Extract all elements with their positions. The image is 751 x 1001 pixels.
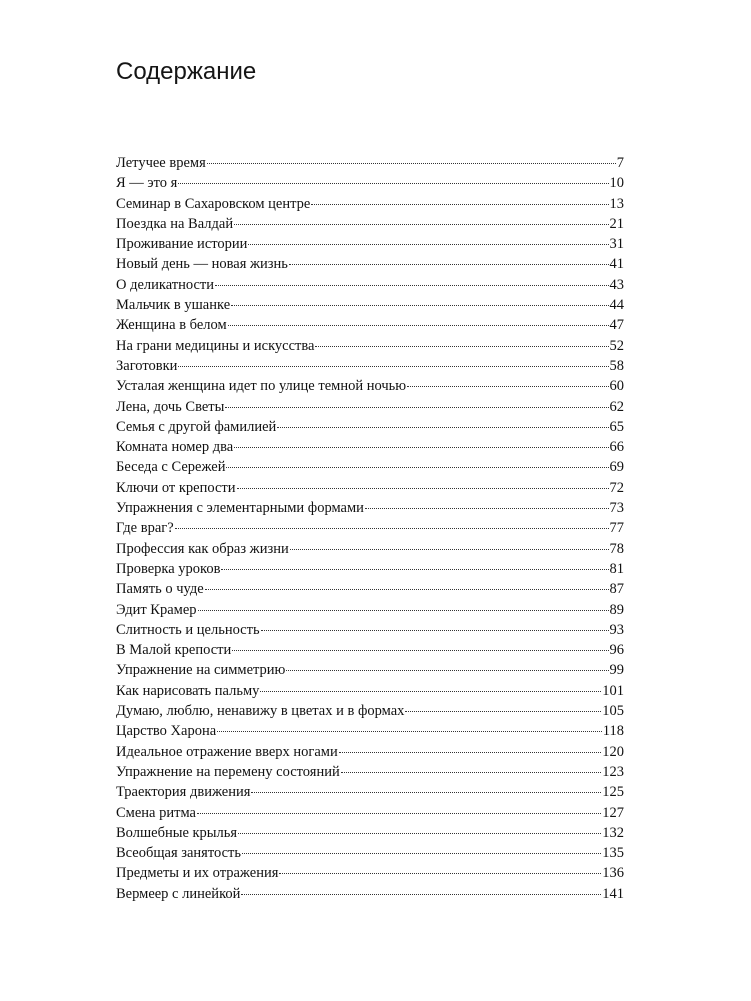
dot-leader: [339, 752, 602, 753]
dot-leader: [226, 467, 608, 468]
toc-entry: [116, 559, 624, 579]
dot-leader: [286, 670, 608, 671]
dot-leader: [217, 731, 602, 732]
dot-leader: [277, 427, 608, 428]
toc-entry-title: Проверка уроков: [116, 560, 221, 577]
toc-entry: [116, 295, 624, 315]
toc-entry-page-number: 141: [602, 885, 624, 902]
toc-entry-page-number: 60: [609, 378, 624, 395]
toc-entry: [116, 153, 624, 173]
toc-entry-page-number: 52: [609, 337, 624, 354]
toc-entry-title: Вермеер с линейкой: [116, 885, 241, 902]
toc-entry: [116, 173, 624, 193]
toc-entry-title: Летучее время: [116, 155, 206, 171]
toc-entry-title: Лена, дочь Светы: [116, 398, 225, 415]
toc-entry-title: О деликатности: [116, 276, 215, 293]
toc-entry: [116, 417, 624, 437]
toc-entry-page-number: 101: [602, 682, 624, 699]
toc-entry: [116, 315, 624, 335]
toc-entry-page-number: 65: [609, 418, 624, 435]
toc-entry-page-number: 81: [609, 560, 624, 577]
toc-entry-page-number: 72: [609, 479, 624, 496]
dot-leader: [178, 366, 608, 367]
toc-entry: [116, 640, 624, 660]
dot-leader: [215, 285, 608, 286]
toc-entry-title: Профессия как образ жизни: [116, 540, 289, 557]
toc-entry: [116, 600, 624, 620]
toc-entry-title: Думаю, люблю, ненавижу в цветах и в формах: [116, 703, 405, 720]
toc-entry-page-number: 99: [609, 662, 624, 679]
toc-entry-page-number: 77: [609, 520, 624, 537]
toc-entry: [116, 397, 624, 417]
toc-entry-page-number: 62: [609, 398, 624, 415]
dot-leader: [407, 386, 608, 387]
table-of-contents: [116, 153, 624, 904]
toc-entry-page-number: 93: [609, 621, 624, 638]
dot-leader: [279, 873, 601, 874]
dot-leader: [260, 691, 601, 692]
dot-leader: [241, 894, 601, 895]
toc-entry-title: Упражнение на симметрию: [116, 662, 286, 679]
toc-entry-page-number: 7: [616, 155, 624, 171]
toc-entry: [116, 823, 624, 843]
dot-leader: [175, 528, 609, 529]
toc-entry-page-number: 41: [609, 256, 624, 273]
dot-leader: [198, 610, 609, 611]
toc-entry: [116, 620, 624, 640]
dot-leader: [261, 630, 609, 631]
toc-entry: [116, 498, 624, 518]
toc-entry-page-number: 127: [602, 804, 624, 821]
toc-entry-title: Память о чуде: [116, 581, 204, 598]
toc-entry-page-number: 136: [602, 865, 624, 882]
toc-entry: [116, 356, 624, 376]
dot-leader: [237, 488, 609, 489]
dot-leader: [251, 792, 601, 793]
toc-entry: [116, 660, 624, 680]
dot-leader: [231, 305, 608, 306]
toc-entry: [116, 539, 624, 559]
toc-entry-title: В Малой крепости: [116, 642, 232, 659]
toc-entry-page-number: 105: [602, 703, 624, 720]
toc-entry-title: Женщина в белом: [116, 317, 227, 334]
toc-entry-page-number: 43: [609, 276, 624, 293]
toc-entry-title: Упражнения с элементарными формами: [116, 500, 364, 517]
toc-entry-page-number: 135: [602, 845, 624, 862]
dot-leader: [221, 569, 608, 570]
toc-entry: [116, 742, 624, 762]
toc-entry: [116, 275, 624, 295]
dot-leader: [207, 163, 616, 164]
toc-entry-page-number: 10: [609, 175, 624, 192]
toc-entry-page-number: 125: [602, 784, 624, 801]
toc-entry: [116, 782, 624, 802]
dot-leader: [225, 407, 608, 408]
toc-entry: [116, 701, 624, 721]
dot-leader: [341, 772, 602, 773]
toc-entry-title: Поездка на Валдай: [116, 215, 234, 232]
toc-entry-page-number: 21: [609, 215, 624, 232]
toc-entry-page-number: 89: [609, 601, 624, 618]
toc-entry: [116, 884, 624, 904]
toc-entry-page-number: 44: [609, 297, 624, 314]
toc-entry-title: Предметы и их отражения: [116, 865, 279, 882]
toc-entry: [116, 437, 624, 457]
dot-leader: [234, 224, 608, 225]
toc-entry-page-number: 66: [609, 439, 624, 456]
page-title: Содержание: [116, 58, 257, 85]
toc-entry-title: Ключи от крепости: [116, 479, 236, 496]
toc-entry-title: Мальчик в ушанке: [116, 297, 231, 314]
toc-entry: [116, 478, 624, 498]
toc-entry-title: Волшебные крылья: [116, 824, 238, 841]
toc-entry-title: Всеобщая занятость: [116, 845, 241, 862]
toc-entry: [116, 863, 624, 883]
dot-leader: [232, 650, 608, 651]
toc-entry-title: Как нарисовать пальму: [116, 682, 260, 699]
toc-entry: [116, 681, 624, 701]
toc-entry: [116, 457, 624, 477]
toc-entry-title: Смена ритма: [116, 804, 196, 821]
toc-entry: [116, 234, 624, 254]
dot-leader: [365, 508, 609, 509]
dot-leader: [178, 183, 608, 184]
toc-entry-page-number: 69: [609, 459, 624, 476]
toc-entry-title: Комната номер два: [116, 439, 234, 456]
toc-entry-title: На грани медицины и искусства: [116, 337, 315, 354]
toc-entry: [116, 376, 624, 396]
toc-entry: [116, 254, 624, 274]
toc-entry-title: Упражнение на перемену состояний: [116, 763, 340, 780]
toc-entry-title: Слитность и цельность: [116, 621, 260, 638]
toc-entry-page-number: 78: [609, 540, 624, 557]
toc-entry-title: Где враг?: [116, 520, 174, 537]
toc-entry-page-number: 123: [602, 763, 624, 780]
toc-entry-page-number: 31: [609, 236, 624, 253]
dot-leader: [315, 346, 608, 347]
toc-entry: [116, 762, 624, 782]
toc-entry-page-number: 13: [609, 195, 624, 212]
toc-entry-page-number: 120: [602, 743, 624, 760]
toc-entry: [116, 214, 624, 234]
toc-entry: [116, 336, 624, 356]
dot-leader: [197, 813, 601, 814]
dot-leader: [290, 549, 609, 550]
toc-entry-title: Царство Харона: [116, 723, 217, 740]
dot-leader: [405, 711, 601, 712]
toc-entry-page-number: 73: [609, 500, 624, 517]
toc-entry: [116, 579, 624, 599]
dot-leader: [311, 204, 608, 205]
dot-leader: [242, 853, 601, 854]
dot-leader: [238, 833, 601, 834]
dot-leader: [234, 447, 608, 448]
toc-entry-title: Семинар в Сахаровском центре: [116, 195, 311, 212]
toc-entry-title: Новый день — новая жизнь: [116, 256, 288, 273]
toc-entry: [116, 721, 624, 741]
dot-leader: [205, 589, 609, 590]
dot-leader: [289, 264, 609, 265]
toc-entry-page-number: 87: [609, 581, 624, 598]
toc-entry-title: Проживание истории: [116, 236, 248, 253]
toc-entry-title: Я — это я: [116, 175, 178, 192]
toc-entry-title: Идеальное отражение вверх ногами: [116, 743, 338, 760]
toc-entry-page-number: 118: [602, 723, 624, 740]
toc-entry-page-number: 132: [602, 824, 624, 841]
toc-entry-page-number: 47: [609, 317, 624, 334]
toc-entry: [116, 194, 624, 214]
toc-entry-title: Семья с другой фамилией: [116, 418, 277, 435]
dot-leader: [228, 325, 609, 326]
toc-entry: [116, 843, 624, 863]
toc-entry: [116, 803, 624, 823]
dot-leader: [248, 244, 608, 245]
toc-entry-title: Заготовки: [116, 357, 178, 374]
toc-entry-title: Эдит Крамер: [116, 601, 197, 618]
toc-entry-title: Усталая женщина идет по улице темной ночью: [116, 378, 407, 395]
toc-entry-page-number: 96: [609, 642, 624, 659]
toc-entry: [116, 518, 624, 538]
toc-entry-title: Беседа с Сережей: [116, 459, 226, 476]
toc-entry-page-number: 58: [609, 357, 624, 374]
toc-entry-title: Траектория движения: [116, 784, 251, 801]
